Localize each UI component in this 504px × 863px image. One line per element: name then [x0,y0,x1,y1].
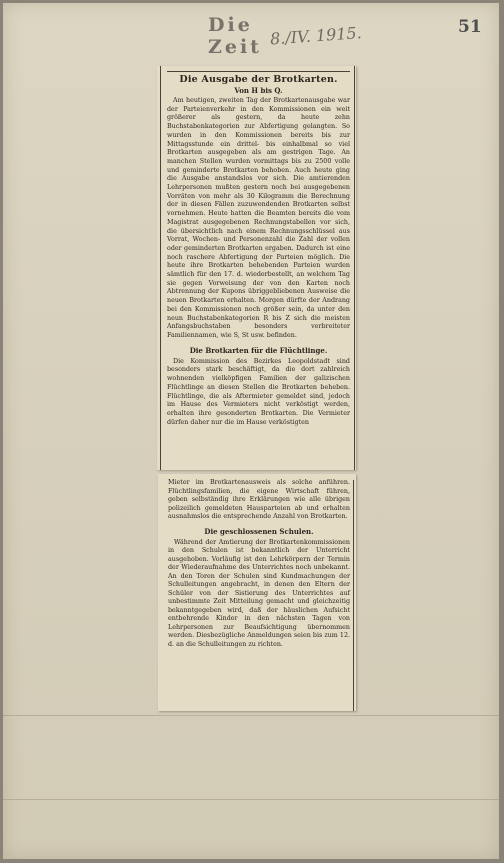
page-crease [3,799,499,800]
top-rule [167,71,350,72]
newspaper-title: Die Zeit [208,14,262,58]
handwritten-date: 8./IV. 1915. [269,23,363,49]
page-crease [3,715,499,716]
column-rule [160,66,161,470]
section-heading: Die Brotkarten für die Flüchtlinge. [189,345,328,355]
newspaper-clipping-2 [158,474,356,711]
article-paragraph: Die Kommission des Bezirkes Leopoldstadt sind besonders stark beschäftigt, da die dort zahlreich wohnenden vielköpfigen Familien der galizischen Flüchtlinge an diesen Stellen die Brotkarten beheben. Flüchtlinge, die als Aftermieter gemeldet sind, jedoch im Hause des Vermieters nicht verköstigt werden, erhalten ihre gesonderten Brotkarten. Die Vermieter dürfen daher nur die im Hause verköstigten [167,357,350,426]
article-paragraph: Mieter im Brotkartenausweis als solche anführen. Flüchtlingsfamilien, die eigene Wirtschaft führen, geben selbständig ihre Erklärungen wie alle übrigen polizeilich gemeldeten Hausparteien ab und erhalten ausnahmslos die entsprechende Anzahl von Brotkarten. [168,479,350,520]
article-paragraph: Am heutigen, zweiten Tag der Brotkartenausgabe war der Parteienverkehr in den Kommissionen ein weit größerer als gestern, da heute zehn Buchstabenkategorien zur Abfertigung gelangten. So wurden in den Kommissionen bereits bis zur Mittagsstunde ein drittel- bis einhalbmal so viel Brotkarten ausgegeben als am gestrigen Tage. An manchen Stellen wurden vormittags bis zu 2500 volle und geminderte Brotkarten behoben. Auch heute ging die Ausgabe anstandslos vor sich. Die amtierenden Lehrpersonen mußten gestern noch bei ausgegebenen Vorräten von mehr als 30 Kilogramm die Berechnung der in diesen Fällen zuzuwendenden Brotkarten selbst vornehmen. Heute hatten die Beamten bereits die vom Magistrat ausgegebenen Rechnungstabellen vor sich, die übersichtlich nach einem Rechnungsschlüssel aus Vorrat, Wochen- und Personenzahl die Zahl der vollen oder geminderten Brotkarten ergaben. Dadurch ist eine noch raschere Abfertigung der Parteien möglich. Die heute ihre Brotkarten behebenden Parteien wurden sämtlich für den 17. d. wiederbestellt, an welchem Tag sie gegen Vorweisung der von den Karten noch Abtrennung der Kupons übriggebliebenen Ausweise die neuen Brotkarten erhalten. Morgen dürfte der Andrang bei den Kommissionen noch größer sein, da unter den neun Buchstabenkategorien R bis Z sich die meisten Anfangsbuchstaben besonders verbreiteter Familiennamen, wie S, St usw. befinden. [167,97,350,339]
article-paragraph: Während der Amtierung der Brotkartenkommissionen in den Schulen ist bekanntlich der Unterricht ausgehoben. Vorläufig ist den Lehrkörpern der Termin der Wiederaufnahme des Unterrichtes noch unbekannt. An den Toren der Schulen sind Kundmachungen der Schulleitungen angebracht, in denen den Eltern der Schüler von der Sistierung des Unterrichtes auf unbestimmte Zeit Mitteilung gemacht und gleichzeitig bekanntgegeben wird, daß der häuslichen Aufsicht entbehrende Kinder in den nächsten Tagen von Lehrpersonen zur Beaufsichtigung übernommen werden. Diesbezügliche Anmeldungen seien bis zum 12. d. an die Schulleitungen zu richten. [168,538,350,648]
page-number: 51 [458,17,482,37]
article-subheadline: Von H bis Q. [234,86,283,95]
section-heading: Die geschlossenen Schulen. [204,526,314,536]
article-headline: Die Ausgabe der Brotkarten. [179,74,338,85]
column-rule [354,66,355,470]
column-rule [353,480,354,711]
newspaper-clipping-1 [157,66,356,470]
